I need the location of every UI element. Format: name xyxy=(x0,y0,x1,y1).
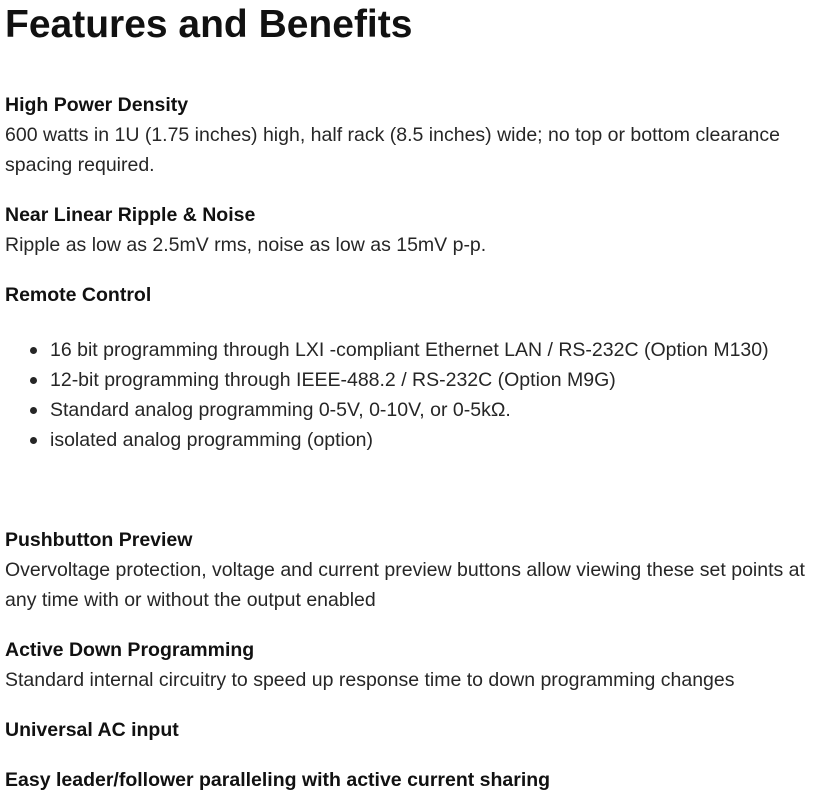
section-heading: Easy leader/follower paralleling with active current sharing xyxy=(5,769,551,791)
section-heading: Universal AC input xyxy=(5,719,179,741)
section-heading: Near Linear Ripple & Noise xyxy=(5,204,256,226)
list-item-text: isolated analog programming (option) xyxy=(50,429,374,451)
page-title: Features and Benefits xyxy=(5,3,413,46)
list-item-text: Standard analog programming 0-5V, 0-10V, or 0-5kΩ. xyxy=(50,399,511,421)
list-item xyxy=(5,365,830,395)
section-pushbutton-preview xyxy=(5,525,830,615)
section-paralleling xyxy=(5,765,830,795)
section-text: Standard internal circuitry to speed up response time to down programming changes xyxy=(5,669,735,691)
list-item-text: 16 bit programming through LXI -compliant Ethernet LAN / RS-232C (Option M130) xyxy=(50,339,769,361)
list-item xyxy=(5,425,830,455)
bullet-icon xyxy=(30,347,37,354)
section-heading: Active Down Programming xyxy=(5,639,255,661)
section-heading: Pushbutton Preview xyxy=(5,529,193,551)
section-text: 600 watts in 1U (1.75 inches) high, half rack (8.5 inches) wide; no top or bottom clearance spacing required. xyxy=(5,124,780,176)
section-heading: Remote Control xyxy=(5,284,152,306)
section-ripple-noise xyxy=(5,200,830,260)
list-item-text: 12-bit programming through IEEE-488.2 / RS-232C (Option M9G) xyxy=(50,369,616,391)
bullet-icon xyxy=(30,407,37,414)
bullet-icon xyxy=(30,377,37,384)
section-text: Ripple as low as 2.5mV rms, noise as low as 15mV p-p. xyxy=(5,234,487,256)
section-remote-control xyxy=(5,280,830,455)
section-heading: High Power Density xyxy=(5,94,189,116)
bullet-icon xyxy=(30,437,37,444)
section-text: Overvoltage protection, voltage and current preview buttons allow viewing these set points at any time with or without the output enabled xyxy=(5,559,805,611)
list-item xyxy=(5,335,830,365)
section-high-power-density xyxy=(5,90,830,180)
section-active-down-programming xyxy=(5,635,830,695)
remote-control-list xyxy=(5,335,830,455)
features-document xyxy=(5,3,830,791)
list-item xyxy=(5,395,830,425)
section-universal-ac-input xyxy=(5,715,830,745)
